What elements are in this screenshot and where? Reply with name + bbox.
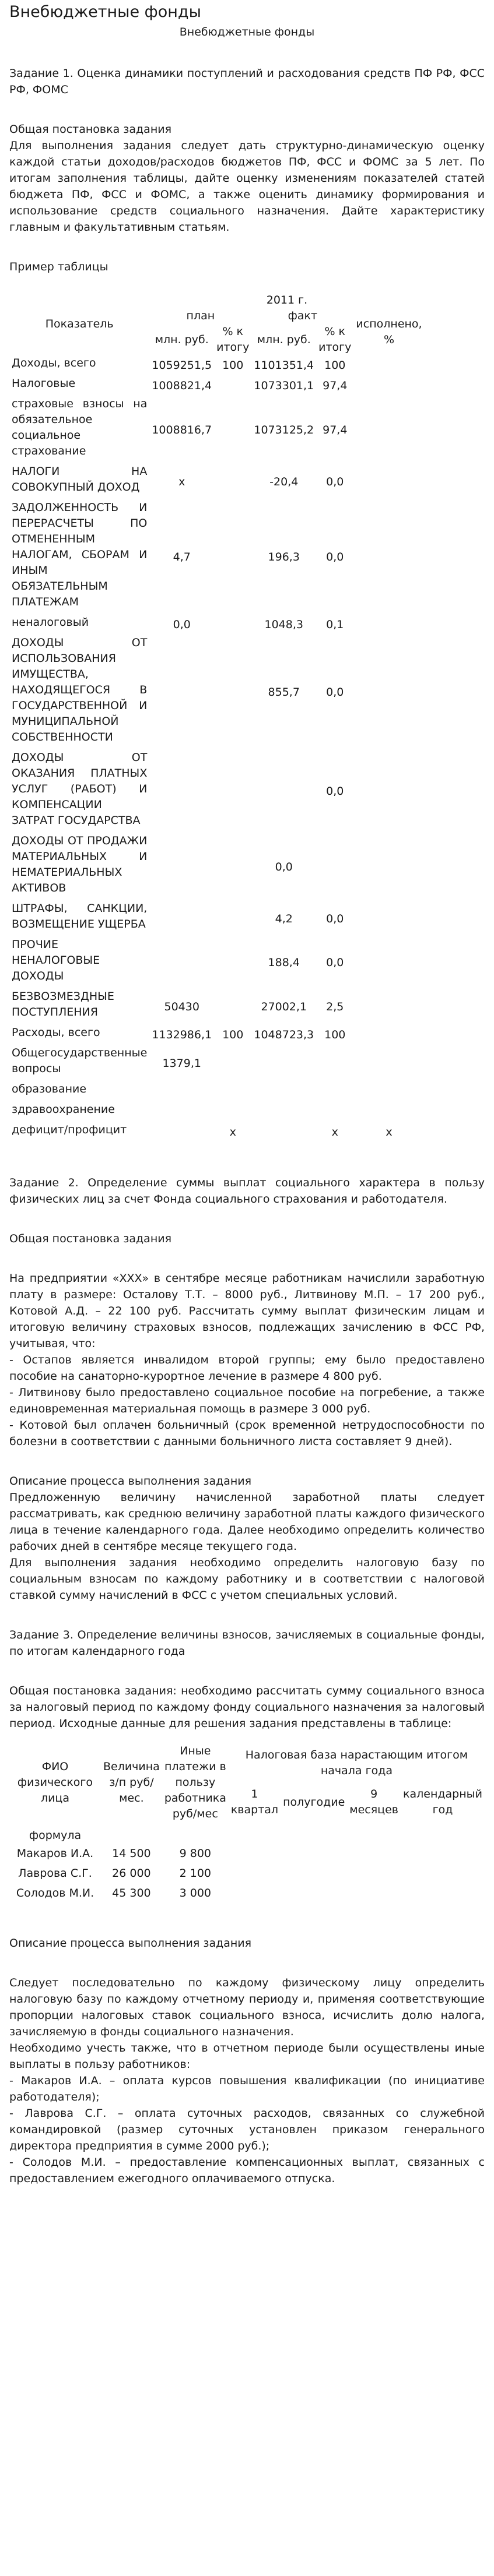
fact-mln: 1073125,2 bbox=[254, 423, 314, 436]
fact-mln: 188,4 bbox=[268, 956, 300, 969]
fact-mln: 1048723,3 bbox=[254, 1028, 314, 1041]
plan-pct bbox=[214, 396, 251, 464]
exec-pct bbox=[353, 750, 424, 833]
exec-pct bbox=[353, 396, 424, 464]
task2-p2: - Остапов является инвалидом второй группы; ему было предоставлено пособие на санаторно-курортное лечение в размере 4 800 руб. bbox=[9, 1354, 485, 1383]
exec-pct bbox=[353, 937, 424, 989]
task3-p1: Следует последовательно по каждому физическому лицу определить налоговую базу по каждому отчетному периоду и, применяя соответствующие пропорции налоговых ставок социального взноса, исчислить долю налога, зачисляемую в фонды социального назначения. bbox=[9, 1976, 485, 2038]
plan-mln: 50430 bbox=[164, 1000, 199, 1013]
plan-pct bbox=[214, 635, 251, 750]
plan-pct bbox=[214, 376, 251, 396]
fact-mln: 1073301,1 bbox=[254, 379, 314, 392]
plan-mln bbox=[149, 1122, 214, 1143]
exec-pct: х bbox=[386, 1126, 393, 1139]
exec-pct bbox=[353, 833, 424, 901]
fact-mln: -20,4 bbox=[269, 475, 299, 488]
plan-pct: 100 bbox=[222, 359, 244, 372]
task1-statement: Для выполнения задания следует дать структурно-динамическую оценку каждой статьи доходов/расходов бюджетов ПФ, ФСС и ФОМС за 5 лет. По итогам заполнения таблицы, дайте оценку изменениям показателей статей бюджета ПФ, ФСС и ФОМС, а также оценить динамику формирования и использование средств социального назначения. Дайте характеристику главным и факультативным статьям. bbox=[9, 139, 485, 234]
task3-p3: - Макаров И.А. – оплата курсов повышения квалификации (по инициативе работодателя); bbox=[9, 2074, 485, 2103]
sub-mln: млн. руб. bbox=[257, 333, 311, 346]
row-label: ПРОЧИЕ НЕНАЛОГОВЫЕ ДОХОДЫ bbox=[12, 938, 100, 982]
fact-mln: 855,7 bbox=[268, 686, 300, 699]
doc-subtitle: Внебюджетные фонды bbox=[179, 26, 315, 38]
fact-pct: 0,0 bbox=[326, 785, 344, 798]
task3-p4: - Лаврова С.Г. – оплата суточных расходов, связанных со служебной командировкой (размер суточных установлен приказом генерального директора предприятия в сумме 2000 руб.); bbox=[9, 2107, 485, 2152]
task3-statement: Общая постановка задания: необходимо рассчитать сумму социального взноса за налоговый период по каждому фонду социального назначения за налоговый период. Исходные данные для решения задания представлены в таблице: bbox=[9, 1685, 485, 1730]
salary-value: 45 300 bbox=[112, 1887, 151, 1900]
table-row bbox=[9, 1883, 485, 1903]
row-label: БЕЗВОЗМЕЗДНЫЕ ПОСТУПЛЕНИЯ bbox=[12, 990, 114, 1019]
fact-pct bbox=[316, 833, 353, 901]
fact-mln: 27002,1 bbox=[261, 1000, 307, 1013]
h-base: Налоговая база нарастающим итогом начала года bbox=[245, 1748, 468, 1777]
h-salary: Величина з/п руб/мес. bbox=[103, 1760, 160, 1805]
salary-value: 14 500 bbox=[112, 1847, 151, 1860]
fact-pct: 0,1 bbox=[326, 618, 344, 631]
fund-table bbox=[9, 1743, 485, 1903]
row-label: ДОХОДЫ ОТ ПРОДАЖИ МАТЕРИАЛЬНЫХ И НЕМАТЕРИАЛЬНЫХ АКТИВОВ bbox=[12, 834, 148, 894]
plan-pct bbox=[214, 615, 251, 635]
plan-mln: 4,7 bbox=[173, 551, 191, 563]
task1-heading: Задание 1. Оценка динамики поступлений и расходования средств ПФ РФ, ФСС РФ, ФОМС bbox=[9, 67, 485, 96]
exec-pct bbox=[353, 1081, 424, 1102]
plan-mln bbox=[149, 635, 214, 750]
row-label: Налоговые bbox=[12, 377, 76, 390]
person-name: Лаврова С.Г. bbox=[18, 1867, 92, 1880]
fact-pct: 0,0 bbox=[326, 912, 344, 925]
plan-pct bbox=[214, 500, 251, 615]
exec-pct bbox=[353, 989, 424, 1025]
plan-pct bbox=[214, 1045, 251, 1081]
task2-process-title: Описание процесса выполнения задания bbox=[9, 1475, 252, 1488]
row-label: страховые взносы на обязательное социальное страхование bbox=[12, 397, 148, 457]
col-indicator: Показатель bbox=[45, 317, 114, 330]
exec-pct bbox=[353, 635, 424, 750]
plan-pct bbox=[214, 464, 251, 500]
table-row bbox=[9, 464, 425, 500]
fact-mln bbox=[251, 1102, 316, 1122]
fact-pct: 0,0 bbox=[326, 551, 344, 563]
person-name: Макаров И.А. bbox=[16, 1847, 94, 1860]
h-other: Иные платежи в пользу работника руб/мес bbox=[164, 1745, 226, 1820]
person-name: Солодов М.И. bbox=[16, 1887, 94, 1900]
task2-statement-title: Общая постановка задания bbox=[9, 1232, 172, 1245]
plan-mln: 0,0 bbox=[173, 618, 191, 631]
fact-mln: 1048,3 bbox=[264, 618, 303, 631]
doc-title: Внебюджетные фонды bbox=[9, 3, 201, 21]
sub-pct: % к итогу bbox=[216, 325, 250, 354]
table-row bbox=[9, 355, 425, 376]
exec-pct bbox=[353, 1102, 424, 1122]
table-row bbox=[9, 1025, 425, 1045]
fact-pct: 2,5 bbox=[326, 1000, 344, 1013]
fact-pct: 0,0 bbox=[326, 686, 344, 699]
fact-mln bbox=[251, 750, 316, 833]
h-year: календарный год bbox=[403, 1788, 482, 1817]
sub-mln: млн. руб. bbox=[155, 333, 209, 346]
task2-p3: - Литвинову было предоставлено социальное пособие на погребение, а также единовременная материальная помощь в размере 3 000 руб. bbox=[9, 1386, 485, 1415]
row-label: ДОХОДЫ ОТ ИСПОЛЬЗОВАНИЯ ИМУЩЕСТВА, НАХОДЯЩЕГОСЯ В ГОСУДАРСТВЕННОЙ И МУНИЦИПАЛЬНОЙ СОБСТВЕННОСТИ bbox=[12, 636, 148, 743]
plan-pct bbox=[214, 1102, 251, 1122]
fact-mln: 0,0 bbox=[275, 860, 293, 873]
table-row bbox=[9, 750, 425, 833]
table-row bbox=[9, 1844, 485, 1863]
plan-mln: 1008816,7 bbox=[152, 423, 212, 436]
plan-pct bbox=[214, 833, 251, 901]
row-label: НАЛОГИ НА СОВОКУПНЫЙ ДОХОД bbox=[12, 465, 148, 494]
fact-pct: 0,0 bbox=[326, 956, 344, 969]
plan-pct bbox=[214, 1081, 251, 1102]
fact-mln: 1101351,4 bbox=[254, 359, 314, 372]
plan-mln bbox=[149, 901, 214, 937]
plan-pct bbox=[214, 989, 251, 1025]
task2-heading: Задание 2. Определение суммы выплат социального характера в пользу физических лиц за счет Фонда социального страхования и работодателя. bbox=[9, 1176, 485, 1206]
plan-mln bbox=[149, 750, 214, 833]
plan-pct bbox=[214, 901, 251, 937]
row-label: Расходы, всего bbox=[12, 1026, 100, 1039]
table-row bbox=[9, 937, 425, 989]
table-row bbox=[9, 1122, 425, 1143]
h-formula: формула bbox=[29, 1829, 82, 1842]
h-fio: ФИО физического лица bbox=[17, 1760, 93, 1805]
example-title: Пример таблицы bbox=[9, 260, 108, 273]
row-label: здравоохранение bbox=[12, 1103, 115, 1116]
task3-p5: - Солодов М.И. – предоставление компенсационных выплат, связанных с предоставлением ежегодного оплачиваемого отпуска. bbox=[9, 2156, 485, 2185]
row-label: Общегосударственные вопросы bbox=[12, 1046, 148, 1075]
fact-mln bbox=[251, 1081, 316, 1102]
exec-pct bbox=[353, 901, 424, 937]
plan-mln: 1008821,4 bbox=[152, 379, 212, 392]
table-row bbox=[9, 615, 425, 635]
task3-process-title: Описание процесса выполнения задания bbox=[9, 1937, 252, 1950]
col-fact: факт bbox=[288, 309, 318, 322]
task2-p5: Предложенную величину начисленной заработной платы следует рассматривать, как среднюю величину заработной платы каждого физического лица в течение календарного года. Далее необходимо определить количество рабочих дней в сентябре месяце текущего года. bbox=[9, 1491, 485, 1553]
row-label: ДОХОДЫ ОТ ОКАЗАНИЯ ПЛАТНЫХ УСЛУГ (РАБОТ) И КОМПЕНСАЦИИ ЗАТРАТ ГОСУДАРСТВА bbox=[12, 751, 148, 827]
row-label: Доходы, всего bbox=[12, 357, 96, 369]
plan-pct: 100 bbox=[222, 1028, 244, 1041]
plan-mln: 1379,1 bbox=[162, 1056, 201, 1070]
budget-table bbox=[9, 293, 425, 1143]
fact-mln: 196,3 bbox=[268, 551, 300, 563]
col-plan: план bbox=[186, 309, 215, 322]
table-row bbox=[9, 376, 425, 396]
fact-pct: 100 bbox=[324, 359, 346, 372]
other-payments: 9 800 bbox=[179, 1847, 212, 1860]
table-row bbox=[9, 833, 425, 901]
h-9m: 9 месяцев bbox=[349, 1788, 398, 1817]
task2-p6: Для выполнения задания необходимо определить налоговую базу по социальным взносам по каждому работнику и в соответствии с налоговой ставкой сумму начислений в ФСС с учетом специальных условий. bbox=[9, 1556, 485, 1602]
exec-pct bbox=[353, 615, 424, 635]
other-payments: 2 100 bbox=[179, 1867, 212, 1880]
task3-p2: Необходимо учесть также, что в отчетном периоде были осуществлены иные выплаты в пользу работников: bbox=[9, 2042, 485, 2071]
year-header: 2011 г. bbox=[266, 294, 308, 306]
table-row bbox=[9, 1102, 425, 1122]
other-payments: 3 000 bbox=[179, 1887, 212, 1900]
exec-pct bbox=[353, 500, 424, 615]
salary-value: 26 000 bbox=[112, 1867, 151, 1880]
plan-pct: х bbox=[229, 1126, 236, 1139]
row-label: образование bbox=[12, 1083, 87, 1095]
task1-statement-title: Общая постановка задания bbox=[9, 123, 172, 136]
table-row bbox=[9, 901, 425, 937]
plan-mln: 1059251,5 bbox=[152, 359, 212, 372]
row-label: дефицит/профицит bbox=[12, 1123, 127, 1136]
table-row bbox=[9, 1863, 485, 1883]
plan-mln bbox=[149, 1102, 214, 1122]
table-row bbox=[9, 635, 425, 750]
fact-pct bbox=[316, 1081, 353, 1102]
plan-pct bbox=[214, 937, 251, 989]
h-half: полугодие bbox=[283, 1795, 345, 1809]
table-row bbox=[9, 1081, 425, 1102]
task2-p4: - Котовой был оплачен больничный (срок временной нетрудоспособности по болезни в соответствии с данными больничного листа составляет 9 дней). bbox=[9, 1419, 485, 1448]
fact-pct: 100 bbox=[324, 1028, 346, 1041]
table-row bbox=[9, 989, 425, 1025]
col-exec: исполнено, % bbox=[356, 317, 422, 346]
fact-mln bbox=[251, 1045, 316, 1081]
fact-pct: 0,0 bbox=[326, 475, 344, 488]
fact-mln: 4,2 bbox=[275, 912, 293, 925]
plan-mln: х bbox=[178, 475, 185, 488]
exec-pct bbox=[353, 464, 424, 500]
exec-pct bbox=[353, 376, 424, 396]
plan-pct bbox=[214, 750, 251, 833]
exec-pct bbox=[353, 355, 424, 376]
fact-pct: 97,4 bbox=[323, 379, 348, 392]
table-row bbox=[9, 1045, 425, 1081]
fact-pct: 97,4 bbox=[323, 423, 348, 436]
row-label: ЗАДОЛЖЕННОСТЬ И ПЕРЕРАСЧЕТЫ ПО ОТМЕНЕННЫМ НАЛОГАМ, СБОРАМ И ИНЫМ ОБЯЗАТЕЛЬНЫМ ПЛАТЕЖАМ bbox=[12, 501, 148, 608]
sub-pct: % к итогу bbox=[318, 325, 352, 354]
exec-pct bbox=[353, 1045, 424, 1081]
row-label: ШТРАФЫ, САНКЦИИ, ВОЗМЕЩЕНИЕ УЩЕРБА bbox=[12, 902, 148, 931]
plan-mln: 1132986,1 bbox=[152, 1028, 212, 1041]
plan-mln bbox=[149, 833, 214, 901]
fact-pct bbox=[316, 1102, 353, 1122]
table-row bbox=[9, 500, 425, 615]
plan-mln bbox=[149, 1081, 214, 1102]
table-row bbox=[9, 396, 425, 464]
exec-pct bbox=[353, 1025, 424, 1045]
plan-mln bbox=[149, 937, 214, 989]
task2-p1: На предприятии «ХХХ» в сентябре месяце работникам начислили заработную плату в размере: Осталову Т.Т. – 8000 руб., Литвинову М.П. – 17 200 руб., Котовой А.Д. – 22 100 руб. Рассчитать сумму выплат физическим лицам и итоговую величину страховых взносов, подлежащих зачислению в ФСС РФ, учитывая, что: bbox=[9, 1272, 485, 1350]
row-label: неналоговый bbox=[12, 616, 89, 629]
h-q1: 1 квартал bbox=[230, 1788, 279, 1817]
fact-pct: х bbox=[331, 1126, 338, 1139]
fact-mln bbox=[251, 1122, 316, 1143]
fact-pct bbox=[316, 1045, 353, 1081]
task3-heading: Задание 3. Определение величины взносов, зачисляемых в социальные фонды, по итогам календарного года bbox=[9, 1629, 485, 1658]
